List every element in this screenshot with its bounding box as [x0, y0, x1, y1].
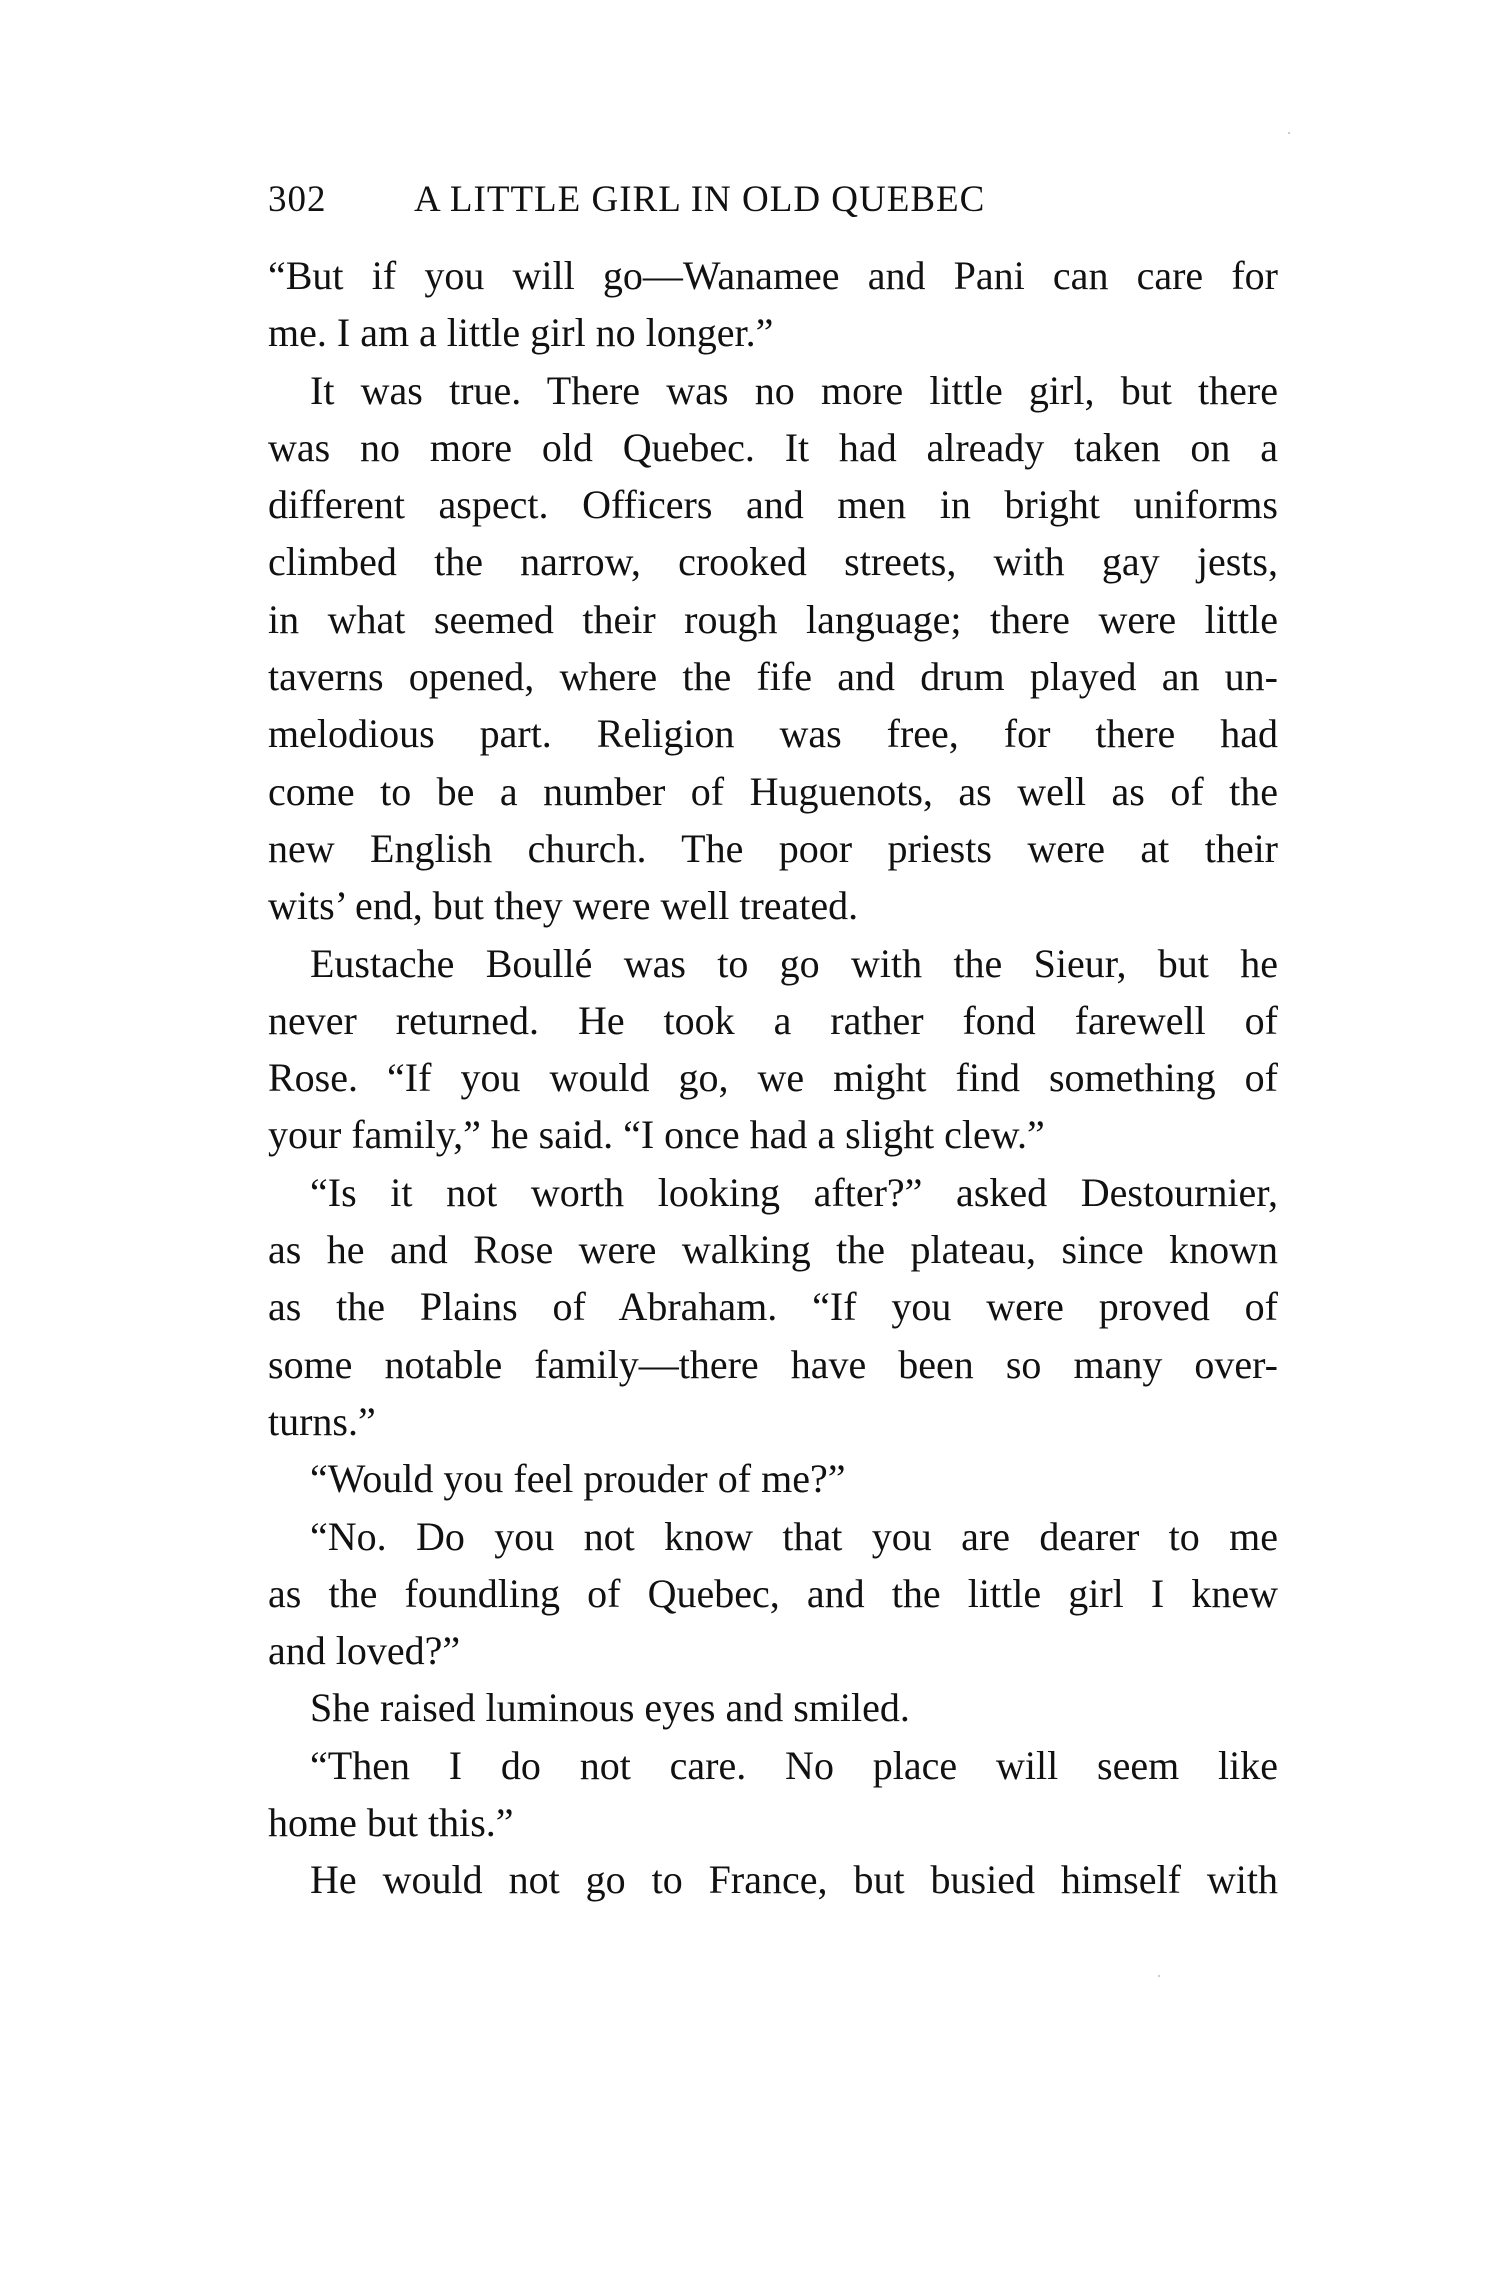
text-line: He would not go to France, but busied himself with	[310, 1857, 1278, 1903]
text-line: home but this.”	[268, 1800, 514, 1846]
text-line: “Is it not worth looking after?” asked Destournier,	[310, 1169, 1278, 1215]
text-line: “Then I do not care. No place will seem like	[310, 1742, 1278, 1788]
text-line: wits’ end, but they were well treated.	[268, 883, 859, 929]
text-line: “Would you feel prouder of me?”	[310, 1456, 846, 1502]
text-line: “But if you will go—Wanamee and Pani can care for	[268, 253, 1278, 298]
text-line: turns.”	[268, 1398, 376, 1444]
scan-speck	[1288, 132, 1290, 134]
running-title: A LITTLE GIRL IN OLD QUEBEC	[414, 179, 986, 220]
text-line: climbed the narrow, crooked streets, with gay jests,	[268, 539, 1278, 585]
text-line: was no more old Quebec. It had already taken on a	[268, 424, 1278, 470]
text-line: in what seemed their rough language; there were little	[268, 596, 1278, 642]
text-line: as the foundling of Quebec, and the little girl I knew	[268, 1570, 1278, 1616]
text-line: come to be a number of Huguenots, as well as of the	[268, 768, 1278, 814]
page-number: 302	[268, 179, 327, 220]
text-line: as he and Rose were walking the plateau, since known	[268, 1227, 1278, 1273]
text-line: as the Plains of Abraham. “If you were proved of	[268, 1284, 1278, 1330]
text-line: She raised luminous eyes and smiled.	[310, 1685, 910, 1731]
text-line: and loved?”	[268, 1628, 461, 1674]
text-line: new English church. The poor priests were at their	[268, 825, 1278, 871]
text-line: It was true. There was no more little girl, but there	[310, 367, 1278, 413]
text-line: never returned. He took a rather fond farewell of	[268, 997, 1278, 1043]
text-line: different aspect. Officers and men in bright uniforms	[268, 482, 1278, 528]
text-line: some notable family—there have been so many over-	[268, 1341, 1278, 1387]
page-header	[268, 170, 1278, 230]
text-line: taverns opened, where the fife and drum played an un-	[268, 654, 1278, 700]
text-line: your family,” he said. “I once had a slight clew.”	[268, 1112, 1045, 1158]
text-line: me. I am a little girl no longer.”	[268, 310, 774, 356]
body-text	[268, 247, 1278, 1909]
text-line: Eustache Boullé was to go with the Sieur, but he	[310, 940, 1278, 986]
text-line: Rose. “If you would go, we might find something of	[268, 1055, 1278, 1101]
text-line: “No. Do you not know that you are dearer to me	[310, 1513, 1278, 1559]
text-line: melodious part. Religion was free, for there had	[268, 711, 1278, 757]
scan-speck	[1158, 1975, 1160, 1977]
